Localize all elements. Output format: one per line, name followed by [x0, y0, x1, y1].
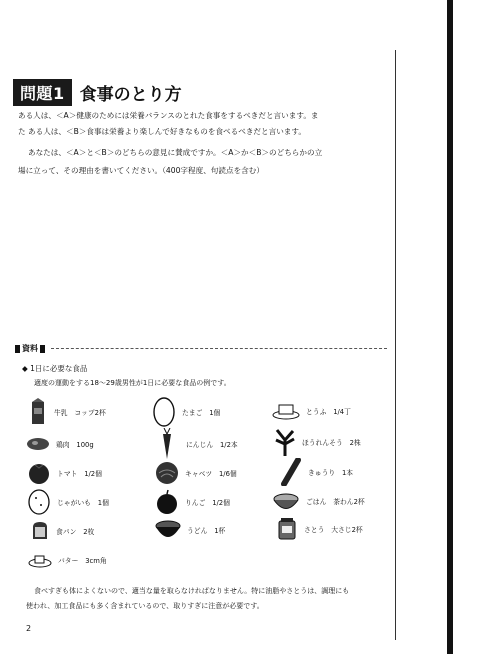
chicken-icon [26, 436, 50, 452]
resource-label: 資料 [22, 344, 38, 353]
food-name: バター [58, 557, 79, 565]
tomato-icon [27, 461, 51, 485]
food-item [27, 489, 109, 515]
food-amount: 100g [76, 441, 94, 449]
food-amount: 1/6個 [218, 470, 237, 478]
food-name: ほうれんそう [302, 439, 343, 447]
footer-line: 食べすぎも体によくないので、適当な量を取らなければなりません。特に油脂やさとうは、調理にも [34, 587, 350, 595]
page-edge-shadow [447, 0, 453, 654]
page-title: 食事のとり方 [79, 85, 182, 105]
food-item [152, 396, 220, 428]
intro-line: た ある人は、＜B＞食事は栄養より楽しんで好きなものを食べるべきだと言います。 [18, 127, 306, 136]
food-name: うどん [187, 527, 208, 535]
food-name: りんご [185, 499, 206, 507]
food-item [276, 517, 363, 541]
egg-icon [152, 396, 176, 428]
food-item [272, 402, 351, 420]
food-item [28, 552, 107, 568]
resource-caption: 適度の運動をする18〜29歳男性が1日に必要な食品の例です。 [34, 379, 231, 387]
resource-bar [15, 343, 387, 354]
milk-carton-icon [28, 398, 48, 426]
footer-note [26, 584, 386, 614]
food-item [30, 521, 94, 541]
food-amount: 3cm角 [85, 557, 107, 565]
intro-line: あなたは、＜A＞と＜B＞のどちらの意見に賛成ですか。＜A＞か＜B＞のどちらかの立 [28, 148, 323, 157]
food-item [272, 491, 365, 511]
food-item [155, 461, 237, 485]
food-amount: 2枚 [83, 528, 95, 536]
sugar-icon [276, 517, 298, 541]
udon-icon [155, 519, 181, 541]
butter-icon [28, 552, 52, 568]
cucumber-icon [280, 458, 302, 486]
food-amount: 2株 [349, 439, 361, 447]
food-item [155, 489, 230, 515]
food-item [280, 458, 353, 486]
resource-marker [15, 345, 20, 353]
footer-line: 使われ、加工食品にも多く含まれているので、取りすぎに注意が必要です。 [26, 602, 264, 610]
food-item [28, 398, 106, 426]
intro-line: ある人は、＜A＞健康のためには栄養バランスのとれた食事をするべきだと言います。ま [18, 111, 319, 120]
problem-badge: 問題1 [13, 79, 72, 106]
carrot-icon [158, 428, 176, 460]
apple-icon [155, 489, 179, 515]
food-amount: 1個 [209, 409, 221, 417]
spinach-icon [274, 428, 296, 456]
food-name: きゅうり [308, 469, 336, 477]
margin-rule [395, 50, 396, 640]
food-amount: コップ2杯 [74, 409, 106, 417]
food-amount: 大さじ2杯 [331, 526, 363, 534]
resource-heading: ◆ 1日に必要な食品 [22, 364, 88, 373]
food-name: とうふ [306, 408, 327, 416]
food-amount: 1/2個 [212, 499, 230, 507]
food-amount: 1本 [341, 469, 354, 477]
food-name: さとう [304, 526, 325, 534]
food-name: 食パン [56, 528, 77, 536]
food-amount: 1個 [97, 499, 109, 507]
food-name: じゃがいも [57, 499, 91, 507]
food-name: ごはん [306, 498, 327, 506]
food-name: たまご [182, 409, 203, 417]
rice-bowl-icon [272, 491, 300, 511]
food-item [155, 519, 225, 541]
cabbage-icon [155, 461, 179, 485]
problem-header [13, 79, 182, 106]
food-item [26, 436, 94, 452]
food-name: トマト [57, 470, 78, 478]
food-item [274, 428, 361, 456]
intro-line: 場に立って、その理由を書いてください。（400字程度、句読点を含む） [18, 166, 264, 175]
food-amount: 1/4丁 [333, 408, 351, 416]
tofu-icon [272, 402, 300, 420]
potato-icon [27, 489, 51, 515]
page-number: 2 [26, 624, 32, 633]
food-name: 牛乳 [54, 409, 68, 417]
food-amount: 1/2個 [84, 470, 102, 478]
resource-divider [51, 348, 387, 349]
food-amount: 1杯 [214, 527, 226, 535]
food-item [158, 428, 238, 460]
food-amount: 茶わん2杯 [333, 498, 365, 506]
food-item [27, 461, 102, 485]
food-name: 鶏肉 [56, 441, 70, 449]
food-name: にんじん [186, 441, 214, 449]
food-name: キャベツ [185, 470, 213, 478]
bread-icon [30, 521, 50, 541]
resource-marker [40, 345, 45, 353]
food-amount: 1/2本 [219, 441, 238, 449]
